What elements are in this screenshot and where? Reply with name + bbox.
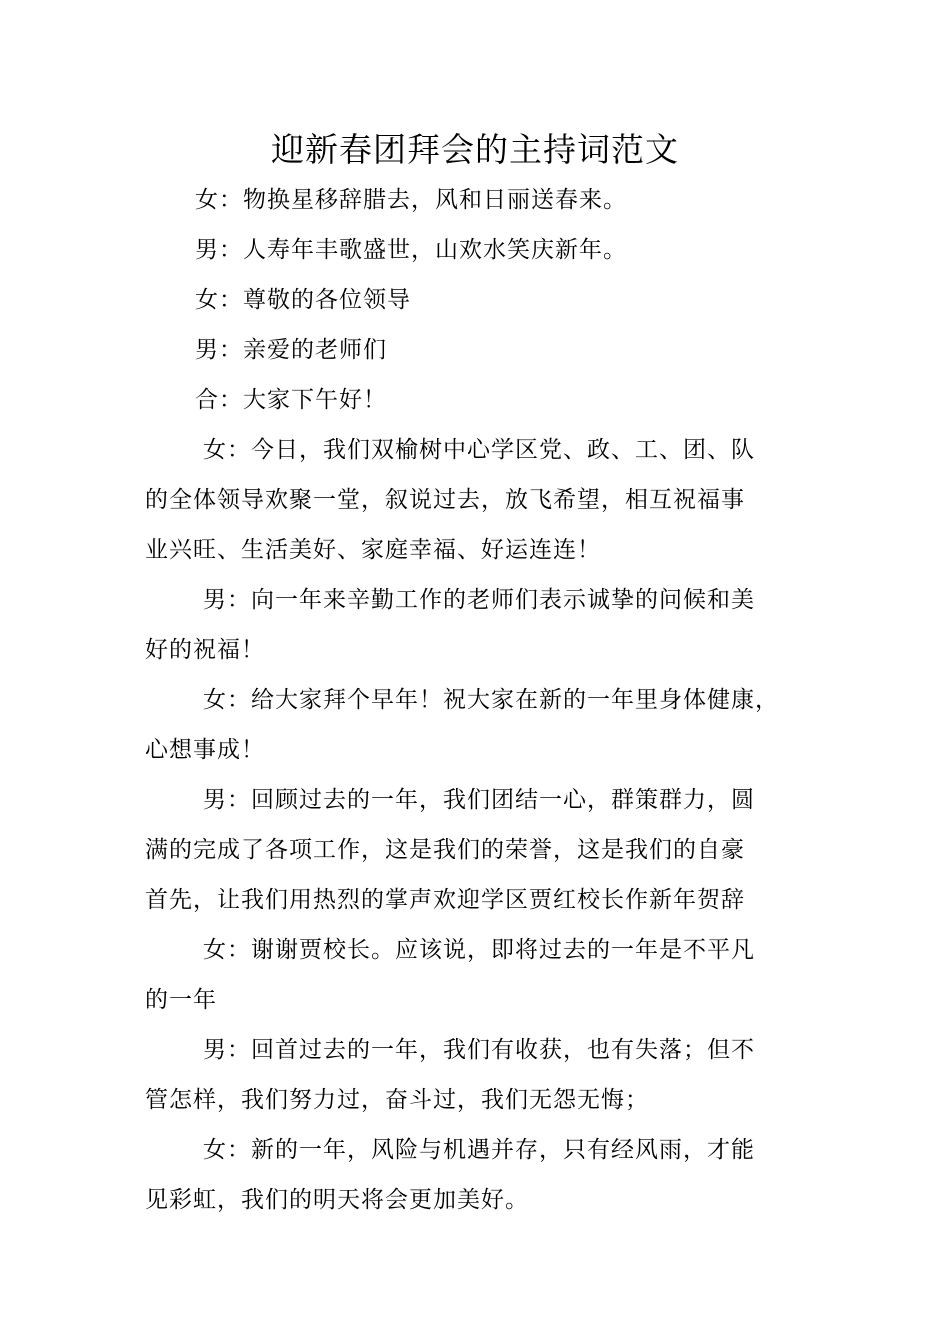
paragraph-line: 女：谢谢贾校长。应该说，即将过去的一年是不平凡 — [203, 937, 755, 963]
dialogue-line: 合：大家下午好！ — [195, 387, 387, 413]
dialogue-line: 女：尊敬的各位领导 — [195, 287, 411, 313]
paragraph-line: 满的完成了各项工作，这是我们的荣誉，这是我们的自豪 — [145, 837, 745, 863]
document-body — [145, 175, 815, 1225]
paragraph-line: 的全体领导欢聚一堂，叙说过去，放飞希望，相互祝福事 — [145, 487, 745, 513]
dialogue-line: 男：人寿年丰歌盛世，山欢水笑庆新年。 — [195, 237, 627, 263]
dialogue-line: 女：物换星移辞腊去，风和日丽送春来。 — [195, 187, 627, 213]
paragraph-line: 女：给大家拜个早年！祝大家在新的一年里身体健康， — [203, 687, 779, 713]
paragraph-line: 管怎样，我们努力过，奋斗过，我们无怨无悔； — [145, 1087, 649, 1113]
dialogue-line: 男：亲爱的老师们 — [195, 337, 387, 363]
paragraph-line: 首先，让我们用热烈的掌声欢迎学区贾红校长作新年贺辞 — [145, 887, 745, 913]
paragraph-line: 女：今日，我们双榆树中心学区党、政、工、团、队 — [203, 437, 755, 463]
paragraph-line: 女：新的一年，风险与机遇并存，只有经风雨，才能 — [203, 1137, 755, 1163]
paragraph-line: 男：向一年来辛勤工作的老师们表示诚挚的问候和美 — [203, 587, 755, 613]
paragraph-line: 心想事成！ — [145, 737, 265, 763]
document-title: 迎新春团拜会的主持词范文 — [271, 130, 679, 169]
paragraph-line: 业兴旺、生活美好、家庭幸福、好运连连！ — [145, 537, 601, 563]
paragraph-line: 男：回顾过去的一年，我们团结一心，群策群力，圆 — [203, 787, 755, 813]
paragraph-line: 见彩虹，我们的明天将会更加美好。 — [145, 1187, 529, 1213]
paragraph-line: 的一年 — [145, 987, 217, 1013]
paragraph-line: 好的祝福！ — [145, 637, 265, 663]
paragraph-line: 男：回首过去的一年，我们有收获，也有失落；但不 — [203, 1037, 755, 1063]
